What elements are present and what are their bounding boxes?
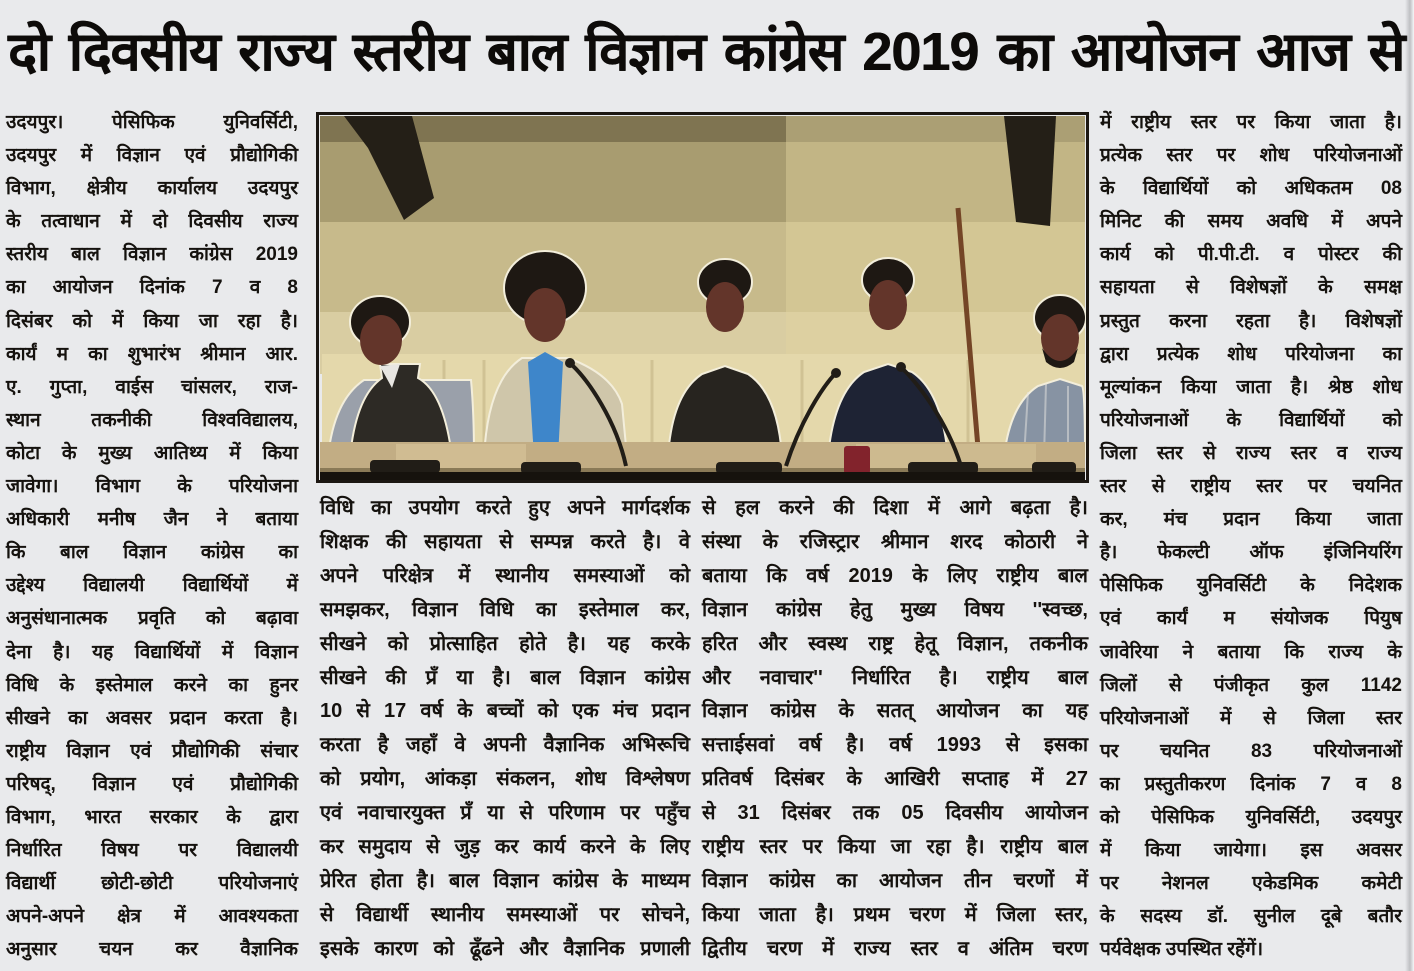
microphone-head <box>896 362 906 372</box>
text-line: मूल्यांकन किया जाता है। श्रेष्ठ शोध <box>1100 376 1402 398</box>
text-line: के विद्यार्थियों को अधिकतम 08 <box>1100 178 1402 200</box>
text-line: कर समुदाय से जुड़ कर कार्य करने के लिए <box>320 836 690 859</box>
text-line: समझकर, विज्ञान विधि का इस्तेमाल कर, <box>320 598 690 621</box>
text-line: पर्यवेक्षक उपस्थित रहेंगें। <box>1100 939 1264 961</box>
text-line: विधि के इस्तेमाल करने का हुनर <box>6 674 298 696</box>
text-line: कर, मंच प्रदान किया जाता <box>1100 509 1402 531</box>
text-line: जिलों से पंजीकृत कुल 1142 <box>1100 674 1402 696</box>
text-line: और नवाचार'' निर्धारित है। राष्ट्रीय बाल <box>702 666 1088 689</box>
text-line: दिसंबर को में किया जा रहा है। <box>6 310 298 332</box>
text-line: से 31 दिसंबर तक 05 दिवसीय आयोजन <box>702 802 1088 825</box>
text-line: जावेगा। विभाग के परियोजना <box>6 476 298 498</box>
text-line: सीखने की प्रँ या है। बाल विज्ञान कांग्रेस <box>320 666 690 689</box>
microphone-base <box>370 460 440 473</box>
microphone-head <box>565 358 575 368</box>
text-line: परियोजनाओं के विद्यार्थियों को <box>1100 409 1402 431</box>
text-line: विद्यार्थी छोटी-छोटी परियोजनाएं <box>6 873 298 895</box>
person2-face <box>524 288 566 342</box>
text-line: करता है जहाँ वे अपनी वैज्ञानिक अभिरूचि <box>320 734 690 757</box>
text-line: किया जाता है। प्रथम चरण में जिला स्तर, <box>702 903 1088 926</box>
text-line: विभाग, क्षेत्रीय कार्यालय उदयपुर <box>6 178 298 200</box>
text-line: को पेसिफिक युनिवर्सिटी, उदयपुर <box>1100 806 1402 828</box>
text-line: कि बाल विज्ञान कांग्रेस का <box>6 542 298 564</box>
text-line: द्वितीय चरण में राज्य स्तर व अंतिम चरण <box>702 937 1088 960</box>
text-line: है। फेकल्टी ऑफ इंजिनियरिंग <box>1100 542 1402 564</box>
text-line: के सदस्य डॉ. सुनील दूबे बतौर <box>1100 906 1402 928</box>
text-line: देना है। यह विद्यार्थियों में विज्ञान <box>6 641 298 663</box>
text-line: सीखने को प्रोत्साहित होते है। यह करके <box>320 632 690 655</box>
scan-edge <box>1405 0 1414 971</box>
article-column-left <box>6 106 298 966</box>
text-line: विभाग, भारत सरकार के द्वारा <box>6 806 298 828</box>
text-line: बताया कि वर्ष 2019 के लिए राष्ट्रीय बाल <box>702 564 1088 587</box>
text-line: कार्य को पी.पी.टी. व पोस्टर की <box>1100 244 1402 266</box>
microphone-head <box>831 368 841 378</box>
text-line: अधिकारी मनीष जैन ने बताया <box>6 509 298 531</box>
photo-canvas <box>316 112 1089 483</box>
text-line: उदयपुर में विज्ञान एवं प्रौद्योगिकी <box>6 145 298 167</box>
text-line: शिक्षक की सहायता से सम्पन्न करते है। वे <box>320 530 690 553</box>
text-line: प्रस्तुत करना रहता है। विशेषज्ञों <box>1100 310 1402 332</box>
press-conference-photo <box>316 112 1089 483</box>
text-line: अपने-अपने क्षेत्र में आवश्यकता <box>6 906 298 928</box>
text-line: एवं कार्यं म संयोजक पियुष <box>1100 608 1402 630</box>
text-line: विज्ञान कांग्रेस हेतु मुख्य विषय ''स्वच्छ, <box>702 598 1088 621</box>
text-line: विज्ञान कांग्रेस के सतत् आयोजन का यह <box>702 700 1088 723</box>
text-line: अनुसंधानात्मक प्रवृति को बढ़ावा <box>6 608 298 630</box>
text-line: को प्रयोग, आंकड़ा संकलन, शोध विश्लेषण <box>320 768 690 791</box>
text-line: अपने परिक्षेत्र में स्थानीय समस्याओं को <box>320 564 690 587</box>
text-line: पेसिफिक युनिवर्सिटी के निदेशक <box>1100 575 1402 597</box>
text-line: द्वारा प्रत्येक शोध परियोजना का <box>1100 343 1402 365</box>
text-line: से विद्यार्थी स्थानीय समस्याओं पर सोचने, <box>320 903 690 926</box>
text-line: प्रत्येक स्तर पर शोध परियोजनाओं <box>1100 145 1402 167</box>
text-line: से हल करने की दिशा में आगे बढ़ता है। <box>702 497 1088 519</box>
text-line: पर चयनित 83 परियोजनाओं <box>1100 740 1402 762</box>
text-line: सहायता से विशेषज्ञों के समक्ष <box>1100 277 1402 299</box>
text-line: सत्ताईसवां वर्ष है। वर्ष 1993 से इसका <box>702 734 1088 757</box>
text-line: स्तरीय बाल विज्ञान कांग्रेस 2019 <box>6 244 298 266</box>
text-line: में राष्ट्रीय स्तर पर किया जाता है। <box>1100 112 1402 133</box>
text-line: पर नेशनल एकेडमिक कमेटी <box>1100 873 1402 895</box>
text-line: 10 से 17 वर्ष के बच्चों को एक मंच प्रदान <box>320 700 690 723</box>
text-line: के तत्वाधान में दो दिवसीय राज्य <box>6 211 298 233</box>
text-line: उदयपुर। पेसिफिक युनिवर्सिटी, <box>6 112 298 133</box>
text-line: उद्देश्य विद्यालयी विद्यार्थियों में <box>6 575 298 597</box>
text-line: का आयोजन दिनांक 7 व 8 <box>6 277 298 299</box>
text-line: जावेरिया ने बताया कि राज्य के <box>1100 641 1402 663</box>
text-line: कार्यं म का शुभारंभ श्रीमान आर. <box>6 343 298 365</box>
text-line: मिनिट की समय अवधि में अपने <box>1100 211 1402 233</box>
text-line: इसके कारण को ढूँढने और वैज्ञानिक प्रणाली <box>320 937 690 960</box>
text-line: निर्धारित विषय पर विद्यालयी <box>6 840 298 862</box>
text-line: का प्रस्तुतीकरण दिनांक 7 व 8 <box>1100 773 1402 795</box>
text-line: सीखने का अवसर प्रदान करता है। <box>6 707 298 729</box>
text-line: परियोजनाओं में से जिला स्तर <box>1100 707 1402 729</box>
text-line: राष्ट्रीय विज्ञान एवं प्रौद्योगिकी संचार <box>6 740 298 762</box>
text-line: कोटा के मुख्य आतिथ्य में किया <box>6 442 298 464</box>
text-line: विधि का उपयोग करते हुए अपने मार्गदर्शक <box>320 497 690 519</box>
text-line: राष्ट्रीय स्तर पर किया जा रहा है। राष्ट्रीय बाल <box>702 836 1088 859</box>
text-line: प्रतिवर्ष दिसंबर के आखिरी सप्ताह में 27 <box>702 768 1088 791</box>
text-line: विज्ञान कांग्रेस का आयोजन तीन चरणों में <box>702 869 1088 892</box>
red-phone-object <box>844 446 870 474</box>
text-line: स्तर से राष्ट्रीय स्तर पर चयनित <box>1100 476 1402 498</box>
text-line: प्रेरित होता है। बाल विज्ञान कांग्रेस के माध्यम <box>320 869 690 892</box>
text-line: संस्था के रजिस्ट्रार श्रीमान शरद कोठारी ने <box>702 530 1088 553</box>
text-line: ए. गुप्ता, वाईस चांसलर, राज- <box>6 376 298 398</box>
text-line: हरित और स्वस्थ राष्ट्र हेतू विज्ञान, तकनीक <box>702 632 1088 655</box>
photo-bottom-strip <box>320 472 1085 481</box>
text-line: परिषद्, विज्ञान एवं प्रौद्योगिकी <box>6 773 298 795</box>
person2-blue-shirt <box>528 352 563 457</box>
article-column-right <box>1100 106 1402 966</box>
person3-face <box>706 282 744 332</box>
person4-face <box>869 280 907 330</box>
article-column-mid2 <box>702 492 1088 967</box>
headline: दो दिवसीय राज्य स्तरीय बाल विज्ञान कांग्रेस 2019 का आयोजन आज से <box>8 22 1404 82</box>
text-line: एवं नवाचारयुक्त प्रँ या से परिणाम पर पहुँच <box>320 802 690 825</box>
text-line: अनुसार चयन कर वैज्ञानिक <box>6 939 298 961</box>
text-line: में किया जायेगा। इस अवसर <box>1100 840 1402 862</box>
text-line: स्थान तकनीकी विश्वविद्यालय, <box>6 409 298 431</box>
text-line: जिला स्तर से राज्य स्तर व राज्य <box>1100 442 1402 464</box>
person1-face <box>360 315 402 365</box>
article-column-mid1 <box>320 492 690 967</box>
